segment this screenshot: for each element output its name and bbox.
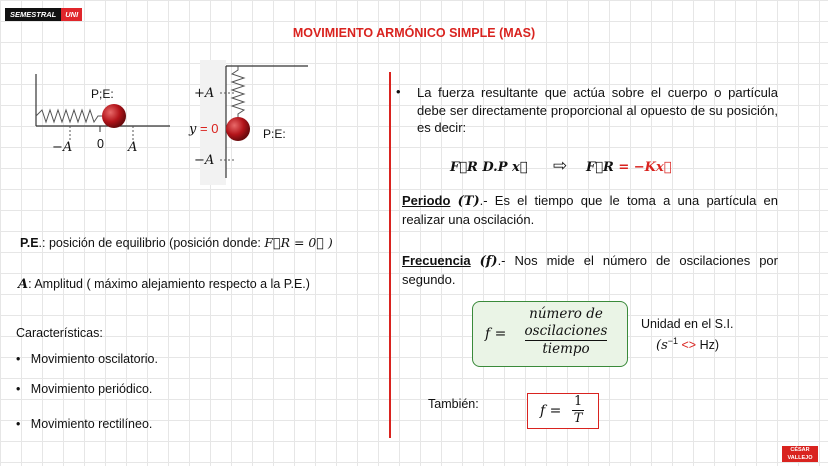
- spring: [36, 110, 102, 122]
- mass-ball: [102, 104, 126, 128]
- plus-a-label-v: +A: [194, 86, 215, 101]
- list-item: • Movimiento rectilíneo.: [16, 417, 153, 431]
- period-frequency-box: [527, 393, 599, 429]
- frecuencia-paragraph: [402, 252, 778, 288]
- num-line1: número de: [529, 306, 603, 322]
- pe-label-h: P;E:: [91, 87, 114, 101]
- periodo-symbol: (T): [457, 194, 480, 209]
- tambien-label: También:: [428, 397, 479, 411]
- semestral-badge: [5, 8, 82, 21]
- pe-formula: F⃗R = 0⃗ ): [264, 235, 333, 250]
- f-equals-2: f =: [540, 403, 562, 419]
- y-eq-label: [189, 121, 218, 137]
- badge-semestral: SEMESTRAL: [5, 8, 61, 21]
- one-over-t: $\frac{1}{T}$: [573, 394, 583, 426]
- periodo-term: Periodo: [402, 193, 451, 208]
- pe-abbr: P.E: [20, 236, 39, 250]
- frecuencia-symbol: (f): [479, 254, 498, 269]
- implies-arrow-icon: ⇨: [553, 156, 568, 175]
- periodo-paragraph: [402, 192, 778, 228]
- fuerza-formula-left: F⃗R D.P x⃗: [450, 160, 528, 175]
- mass-ball-vertical: [226, 117, 250, 141]
- den-line: tiempo: [542, 341, 590, 357]
- y-symbol: y: [189, 122, 197, 137]
- amp-text: : Amplitud ( máximo alejamiento respecto a la P.E.): [28, 277, 310, 291]
- unidad-value: $(s^{-1} <> Hz)$: [656, 336, 720, 354]
- eq-zero: = 0: [199, 121, 219, 136]
- periodo-text: .- Es el tiempo que le toma a una partícula en realizar una oscilación.: [402, 193, 778, 227]
- column-divider: [389, 72, 391, 438]
- frecuencia-term: Frecuencia: [402, 253, 471, 268]
- minus-a-label-h: −A: [52, 140, 73, 155]
- frecuencia-text: .- Nos mide el número de oscilaciones por segundo.: [402, 253, 778, 287]
- list-item: • Movimiento periódico.: [16, 382, 153, 396]
- page-title: MOVIMIENTO ARMÓNICO SIMPLE (MAS): [292, 26, 536, 40]
- badge-uni: UNI: [61, 8, 82, 21]
- zero-label-h: 0: [97, 137, 104, 151]
- minus-a-label-v: −A: [194, 153, 215, 168]
- frequency-formula-box: [472, 301, 628, 367]
- pe-label-v: P:E:: [263, 127, 286, 141]
- frequency-fraction: [511, 306, 621, 358]
- pe-text: .: posición de equilibrio (posición donde:: [38, 236, 261, 250]
- amp-symbol: A: [18, 277, 29, 292]
- bullet-dot: •: [396, 84, 401, 99]
- f-equals: f =: [485, 326, 507, 342]
- fuerza-paragraph: La fuerza resultante que actúa sobre el cuerpo o partícula debe ser directamente proporcional al opuesto de su posición, es decir:: [417, 85, 778, 135]
- cesar-vallejo-logo: CÉSAR VALLEJO: [782, 446, 818, 462]
- num-line2: oscilaciones: [524, 323, 608, 339]
- spring-vertical: [232, 66, 244, 118]
- fuerza-formula-right: F⃗R = −Kx⃗: [586, 160, 672, 175]
- unidad-label: Unidad en el S.I.: [641, 317, 734, 331]
- amplitude-definition: [18, 276, 310, 293]
- caracteristicas-heading: Características:: [16, 326, 103, 340]
- pe-definition: [20, 234, 333, 252]
- plus-a-label-h: A: [128, 140, 138, 155]
- list-item: • Movimiento oscilatorio.: [16, 352, 158, 366]
